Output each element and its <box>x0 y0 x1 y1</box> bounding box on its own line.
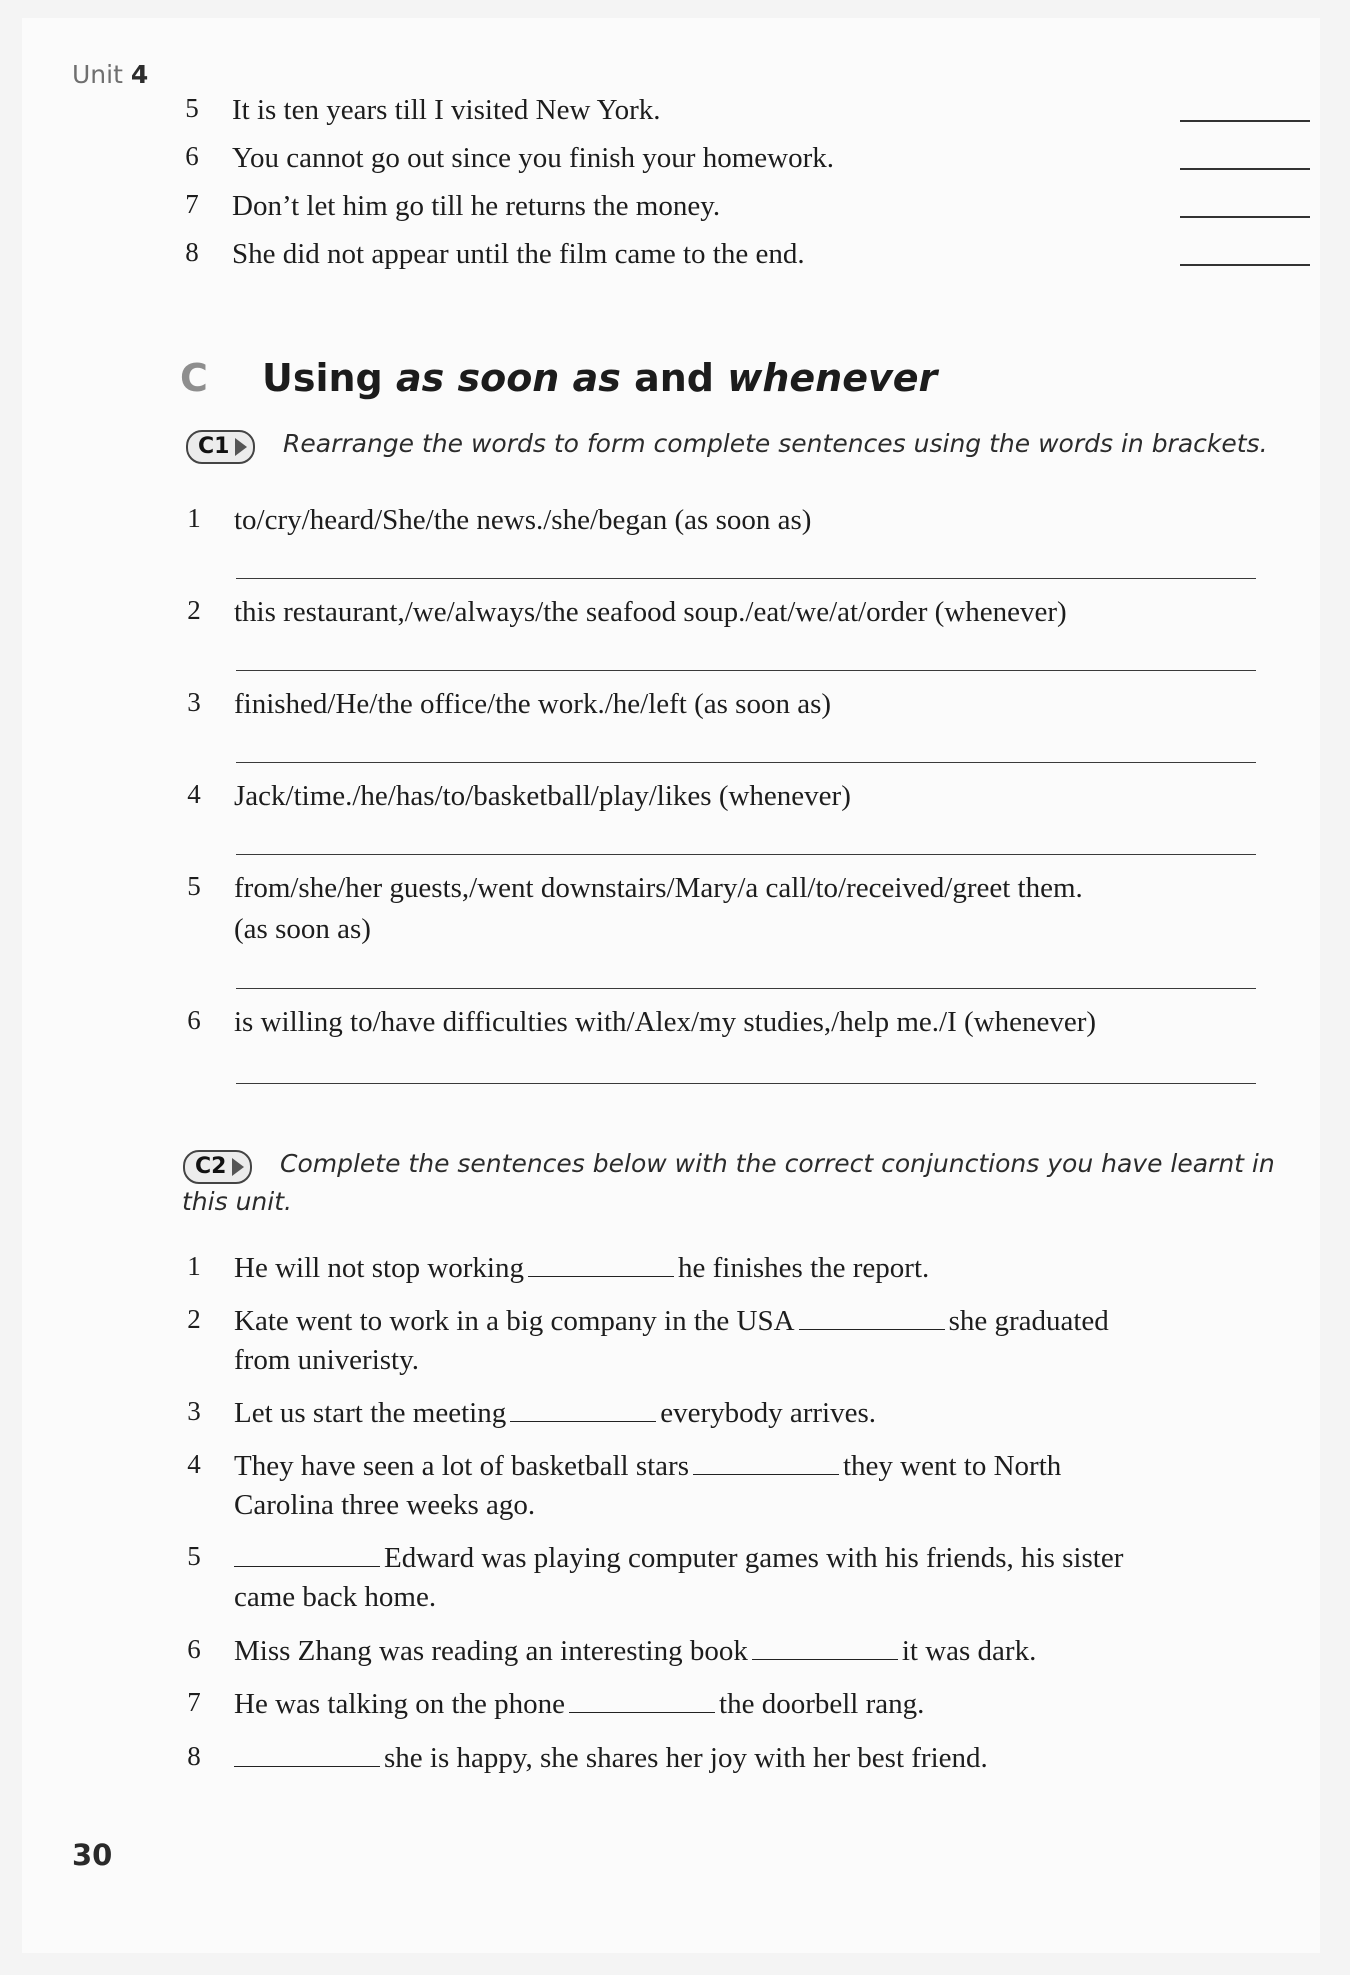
text-after-gap: the doorbell rang. <box>719 1688 925 1720</box>
item-text: finished/He/the office/the work./he/left (as soon as) <box>234 688 832 720</box>
answer-blank[interactable] <box>1180 264 1310 266</box>
item-text-cont: came back home. <box>234 1581 437 1613</box>
answer-line[interactable] <box>236 854 1256 855</box>
text-after-gap: she is happy, she shares her joy with her best friend. <box>384 1742 988 1774</box>
item-number: 4 <box>187 779 201 809</box>
item-number: 1 <box>187 503 201 533</box>
item-number: 8 <box>185 237 199 267</box>
item-text <box>234 1631 1036 1671</box>
gap-blank[interactable] <box>234 1740 380 1767</box>
answer-blank[interactable] <box>1180 216 1310 218</box>
section-letter: C <box>180 356 208 400</box>
item-text: Jack/time./he/has/to/basketball/play/likes (whenever) <box>234 780 851 812</box>
item-text <box>234 1738 988 1778</box>
exercise-instruction: Rearrange the words to form complete sentences using the words in brackets. <box>283 429 1268 458</box>
item-number: 1 <box>187 1251 201 1281</box>
item-number: 2 <box>187 595 201 625</box>
gap-blank[interactable] <box>510 1395 656 1422</box>
text-after-gap: Edward was playing computer games with his friends, his sister <box>384 1542 1124 1574</box>
item-text: Don’t let him go till he returns the money. <box>232 190 721 222</box>
badge-label: C2 <box>195 1154 227 1179</box>
item-text <box>234 1446 1061 1486</box>
item-text: She did not appear until the film came to the end. <box>232 238 805 270</box>
text-before-gap: Kate went to work in a big company in the USA <box>234 1305 795 1337</box>
section-title <box>262 356 937 400</box>
unit-word: Unit <box>72 60 123 89</box>
text-before-gap: He will not stop working <box>234 1252 524 1284</box>
gap-blank[interactable] <box>234 1540 380 1567</box>
title-part: and <box>620 356 728 400</box>
gap-blank[interactable] <box>752 1633 898 1660</box>
title-emphasis: whenever <box>727 356 938 400</box>
exercise-badge-c1 <box>186 430 255 464</box>
answer-line[interactable] <box>236 762 1256 763</box>
item-text: It is ten years till I visited New York. <box>232 94 661 126</box>
exercise-instruction: Complete the sentences below with the correct conjunctions you have learnt in <box>280 1149 1275 1178</box>
item-text: from/she/her guests,/went downstairs/Mary/a call/to/received/greet them. <box>234 872 1083 904</box>
text-after-gap: he finishes the report. <box>678 1252 930 1284</box>
text-after-gap: it was dark. <box>901 1635 1037 1667</box>
item-text: You cannot go out since you finish your homework. <box>232 142 834 174</box>
text-after-gap: everybody arrives. <box>660 1397 877 1429</box>
item-number: 7 <box>187 1687 201 1717</box>
answer-line[interactable] <box>236 1083 1256 1084</box>
item-number: 6 <box>185 141 199 171</box>
page-number: 30 <box>72 1838 113 1872</box>
answer-line[interactable] <box>236 988 1256 989</box>
title-part: Using <box>262 356 396 400</box>
answer-blank[interactable] <box>1180 120 1310 122</box>
item-text-cont: (as soon as) <box>234 913 371 945</box>
item-number: 3 <box>187 687 201 717</box>
text-after-gap: she graduated <box>948 1305 1109 1337</box>
text-before-gap: Let us start the meeting <box>234 1397 507 1429</box>
item-text <box>234 1301 1109 1341</box>
item-text: is willing to/have difficulties with/Alex/my studies,/help me./I (whenever) <box>234 1006 1097 1038</box>
text-before-gap: He was talking on the phone <box>234 1688 566 1720</box>
answer-blank[interactable] <box>1180 168 1310 170</box>
unit-label <box>72 60 148 89</box>
item-text <box>234 1538 1123 1578</box>
item-number: 7 <box>185 189 199 219</box>
item-number: 8 <box>187 1741 201 1771</box>
title-emphasis: as soon as <box>395 356 621 400</box>
item-number: 4 <box>187 1449 201 1479</box>
exercise-instruction-cont: this unit. <box>182 1187 292 1216</box>
item-text-cont: Carolina three weeks ago. <box>234 1489 536 1521</box>
badge-label: C1 <box>198 434 230 459</box>
item-text <box>234 1684 924 1724</box>
gap-blank[interactable] <box>528 1250 674 1277</box>
item-number: 3 <box>187 1396 201 1426</box>
item-number: 5 <box>187 871 201 901</box>
exercise-badge-c2 <box>183 1150 252 1184</box>
play-arrow-icon <box>232 1158 244 1176</box>
item-text: this restaurant,/we/always/the seafood soup./eat/we/at/order (whenever) <box>234 596 1067 628</box>
item-number: 5 <box>187 1541 201 1571</box>
item-text: to/cry/heard/She/the news./she/began (as soon as) <box>234 504 812 536</box>
unit-number: 4 <box>130 60 149 89</box>
item-number: 2 <box>187 1304 201 1334</box>
item-text <box>234 1393 876 1433</box>
item-number: 6 <box>187 1005 201 1035</box>
item-number: 6 <box>187 1634 201 1664</box>
text-before-gap: They have seen a lot of basketball stars <box>234 1450 689 1482</box>
answer-line[interactable] <box>236 670 1256 671</box>
gap-blank[interactable] <box>799 1303 945 1330</box>
text-after-gap: they went to North <box>842 1450 1062 1482</box>
gap-blank[interactable] <box>569 1686 715 1713</box>
item-number: 5 <box>185 93 199 123</box>
gap-blank[interactable] <box>693 1448 839 1475</box>
item-text <box>234 1248 929 1288</box>
play-arrow-icon <box>235 438 247 456</box>
item-text-cont: from univeristy. <box>234 1344 419 1376</box>
text-before-gap: Miss Zhang was reading an interesting book <box>234 1635 748 1667</box>
answer-line[interactable] <box>236 578 1256 579</box>
